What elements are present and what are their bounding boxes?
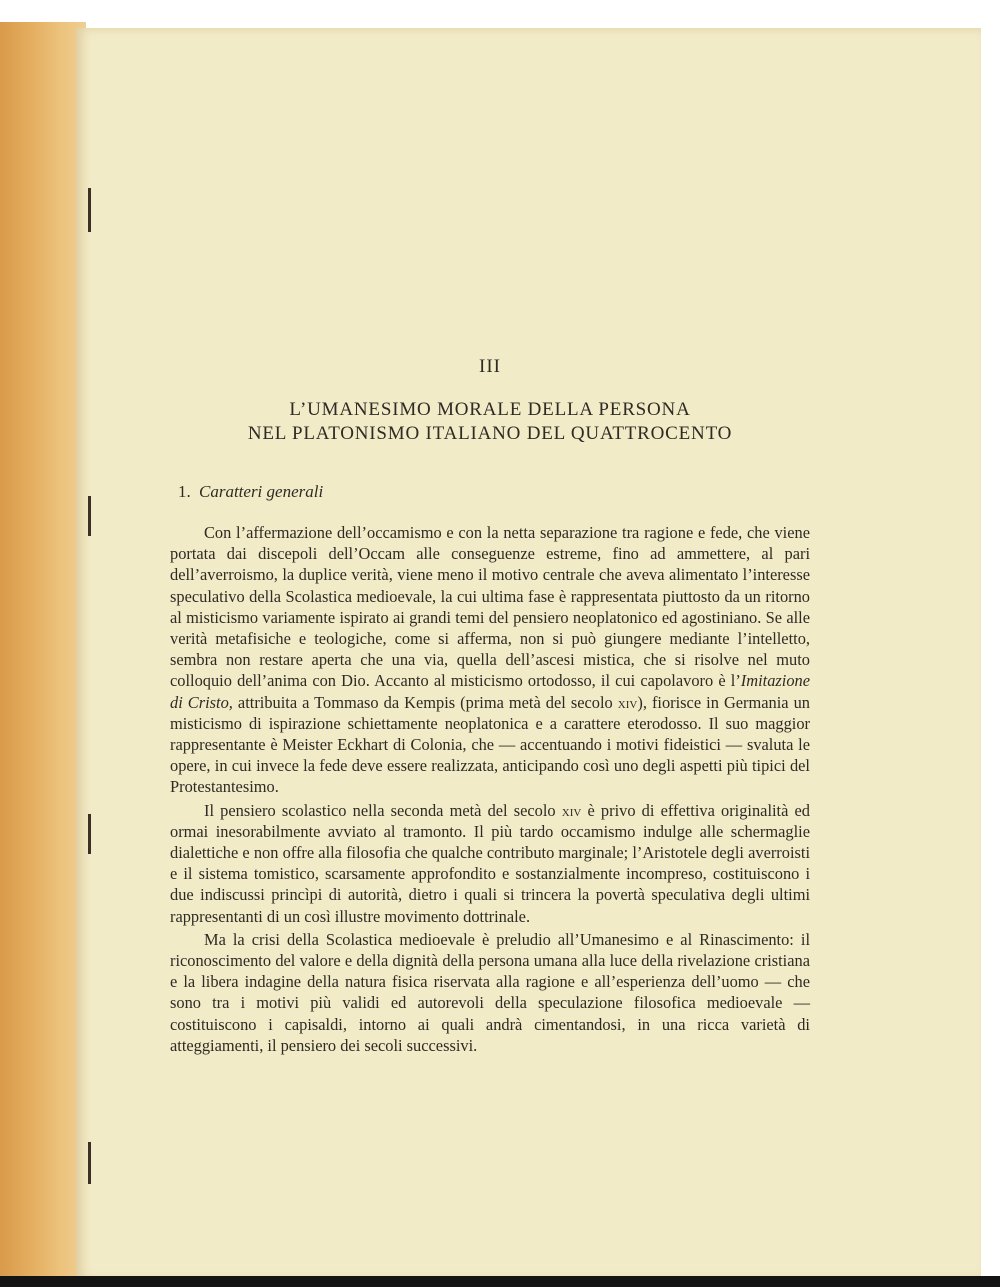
- scan-edge: [0, 1276, 1000, 1287]
- chapter-title: [170, 398, 810, 446]
- binding-mark: [88, 496, 91, 536]
- binding-mark: [88, 188, 91, 232]
- century-numeral: xiv: [617, 692, 638, 712]
- chapter-number: III: [479, 356, 501, 377]
- paragraph-text: ), fiorisce in Germania un misticismo di ispirazione schiettamente neoplatonica e a carattere eterodosso. Il suo maggior rappresentante è Meister Eckhart di Colonia, che — accentuando i motivi fideistici — svaluta le opere, in cui invece la fede deve essere realizzata, anticipando così uno degli aspetti più tipici del Protestantesimo.: [170, 692, 810, 797]
- book-spine: [0, 22, 86, 1280]
- paragraph-text: Il pensiero scolastico nella seconda metà del secolo: [204, 800, 562, 820]
- section-heading: [178, 482, 810, 502]
- section-title: Caratteri generali: [199, 482, 324, 501]
- century-numeral: xiv: [561, 800, 582, 820]
- paragraph: [170, 929, 810, 1056]
- paragraph-text: attribuita a Tommaso da Kempis (prima metà del secolo: [232, 692, 618, 712]
- section-number: 1.: [178, 482, 191, 501]
- book-title: Imitazione di Cristo,: [170, 671, 810, 712]
- binding-mark: [88, 814, 91, 854]
- paragraph-text: Con l’affermazione dell’occamismo e con la netta separazione tra ragione e fede, che viene portata dai discepoli dell’Occam alle conseguenze estreme, fino ad ammettere, al pari dell’averroismo, la duplice verità, viene meno il motivo centrale che aveva alimentato l’interesse speculativo della Scolastica medioevale, la cui ultima fase è rappresentata piuttosto da un ritorno al misticismo variamente ispirato ai grandi temi del pensiero neoplatonico ed agostiniano. Se alle verità metafisiche e teologiche, come si afferma, non si può giungere mediante l’intelletto, sembra non restare aperta che una via, quella dell’ascesi mistica, che si risolve nel muto colloquio dell’anima con Dio. Accanto al misticismo ortodosso, il cui capolavoro è l’: [170, 523, 810, 691]
- paragraph: [170, 522, 810, 798]
- chapter-title-line: NEL PLATONISMO ITALIANO DEL QUATTROCENTO: [247, 423, 733, 444]
- paragraph: [170, 800, 810, 927]
- text-column: [170, 356, 810, 1058]
- paragraph-text: è privo di effettiva originalità ed ormai inesorabilmente avviato al tramonto. Il più tardo occamismo indulge alle schermaglie dialettiche e non offre alla filosofia che qualche contributo marginale; l’Aristotele degli averroisti e il sistema tomistico, scarsamente approfondito e sostanzialmente incompreso, costituiscono i due indiscussi princìpi di autorità, dietro i quali si trincera la povertà speculativa degli ultimi rappresentanti di un così illustre movimento dottrinale.: [170, 800, 811, 926]
- binding-mark: [88, 1142, 91, 1184]
- chapter-title-line: L’UMANESIMO MORALE DELLA PERSONA: [289, 399, 691, 420]
- paragraph-text: Ma la crisi della Scolastica medioevale è preludio all’Umanesimo e al Rinascimento: il riconoscimento del valore e della dignità della persona umana alla luce della rivelazione cristiana e la libera indagine della natura fisica riservata alla ragione e all’esperienza dell’uomo — che sono tra i motivi più validi ed autorevoli della speculazione filosofica medioevale — costituiscono i capisaldi, intorno ai quali andrà cimentandosi, in una ricca varietà di atteggiamenti, il pensiero dei secoli successivi.: [170, 929, 810, 1055]
